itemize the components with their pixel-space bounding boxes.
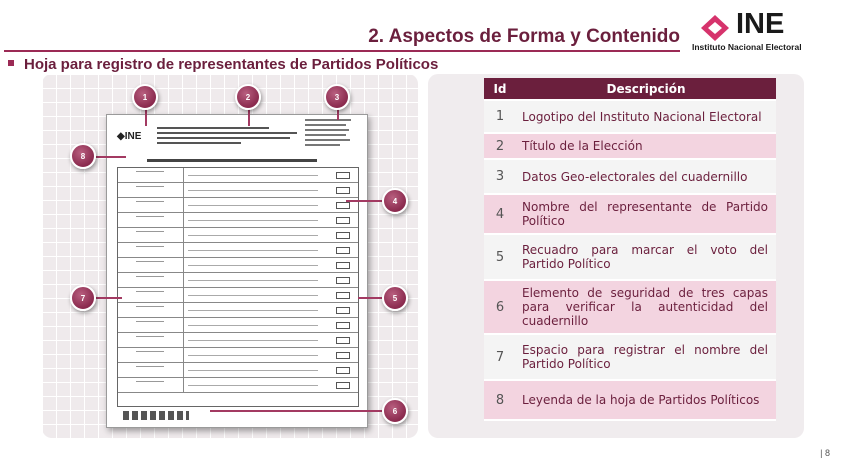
sheet-row — [118, 228, 358, 243]
sheet-row — [118, 243, 358, 258]
table-row — [484, 133, 776, 159]
sheet-row — [118, 198, 358, 213]
header-description: Descripción — [516, 78, 776, 100]
table-header-row — [484, 78, 776, 100]
table-row — [484, 280, 776, 334]
row-id: 1 — [484, 100, 516, 133]
callout-8: 8 — [70, 143, 96, 169]
arrow-1 — [145, 108, 147, 126]
sheet-row — [118, 213, 358, 228]
row-id: 8 — [484, 380, 516, 420]
row-id: 2 — [484, 133, 516, 159]
table-row — [484, 194, 776, 234]
sheet-row — [118, 363, 358, 378]
row-id: 6 — [484, 280, 516, 334]
table-row — [484, 334, 776, 380]
sheet-row — [118, 288, 358, 303]
callout-5: 5 — [382, 285, 408, 311]
sheet-election-title — [157, 127, 297, 157]
page-number: | 8 — [820, 448, 830, 458]
table-row — [484, 380, 776, 420]
row-description: Nombre del representante de Partido Político — [516, 194, 776, 234]
ine-logo — [692, 8, 842, 52]
row-id: 5 — [484, 234, 516, 280]
arrow-8 — [96, 156, 126, 158]
ine-logo-mark-icon — [700, 14, 730, 42]
sheet-row — [118, 258, 358, 273]
sheet-row — [118, 333, 358, 348]
row-description: Elemento de seguridad de tres capas para verificar la autenticidad del cuadernillo — [516, 280, 776, 334]
security-element — [123, 411, 189, 420]
table-row — [484, 159, 776, 194]
callout-4: 4 — [382, 188, 408, 214]
sheet-row — [118, 168, 358, 183]
section-subtitle — [8, 56, 438, 73]
arrow-2 — [248, 108, 250, 126]
callout-3: 3 — [324, 84, 350, 110]
sheet-row — [118, 318, 358, 333]
header-id: Id — [484, 78, 516, 100]
row-id: 4 — [484, 194, 516, 234]
arrow-7 — [96, 297, 122, 299]
row-id: 7 — [484, 334, 516, 380]
sheet-row — [118, 183, 358, 198]
sheet-row — [118, 303, 358, 318]
callout-2: 2 — [235, 84, 261, 110]
sheet-row — [118, 273, 358, 288]
sheet-table — [117, 167, 359, 407]
callout-1: 1 — [132, 84, 158, 110]
sheet-legend — [147, 159, 317, 162]
row-description: Espacio para registrar el nombre del Partido Político — [516, 334, 776, 380]
arrow-4 — [346, 200, 382, 202]
registration-sheet-image — [106, 114, 368, 428]
sheet-geo-data — [305, 119, 363, 155]
arrow-5 — [358, 297, 382, 299]
row-description: Leyenda de la hoja de Partidos Políticos — [516, 380, 776, 420]
row-description: Logotipo del Instituto Nacional Electoral — [516, 100, 776, 133]
table-row — [484, 100, 776, 133]
callout-7: 7 — [70, 285, 96, 311]
bullet-icon — [8, 60, 14, 66]
title-divider — [4, 50, 680, 52]
description-table — [484, 78, 776, 421]
callout-6: 6 — [382, 398, 408, 424]
section-subtitle-text: Hoja para registro de representantes de Partidos Políticos — [24, 56, 439, 73]
row-id: 3 — [484, 159, 516, 194]
sheet-row — [118, 348, 358, 363]
row-description: Recuadro para marcar el voto del Partido Político — [516, 234, 776, 280]
sheet-logo-icon: ◆INE — [117, 131, 142, 142]
row-description: Título de la Elección — [516, 133, 776, 159]
ine-logo-word: INE — [736, 8, 785, 40]
table-row — [484, 234, 776, 280]
ine-logo-subtitle: Instituto Nacional Electoral — [692, 42, 802, 52]
slide-title: 2. Aspectos de Forma y Contenido — [368, 26, 680, 47]
row-description: Datos Geo-electorales del cuadernillo — [516, 159, 776, 194]
sheet-row — [118, 378, 358, 393]
arrow-6 — [210, 410, 382, 412]
